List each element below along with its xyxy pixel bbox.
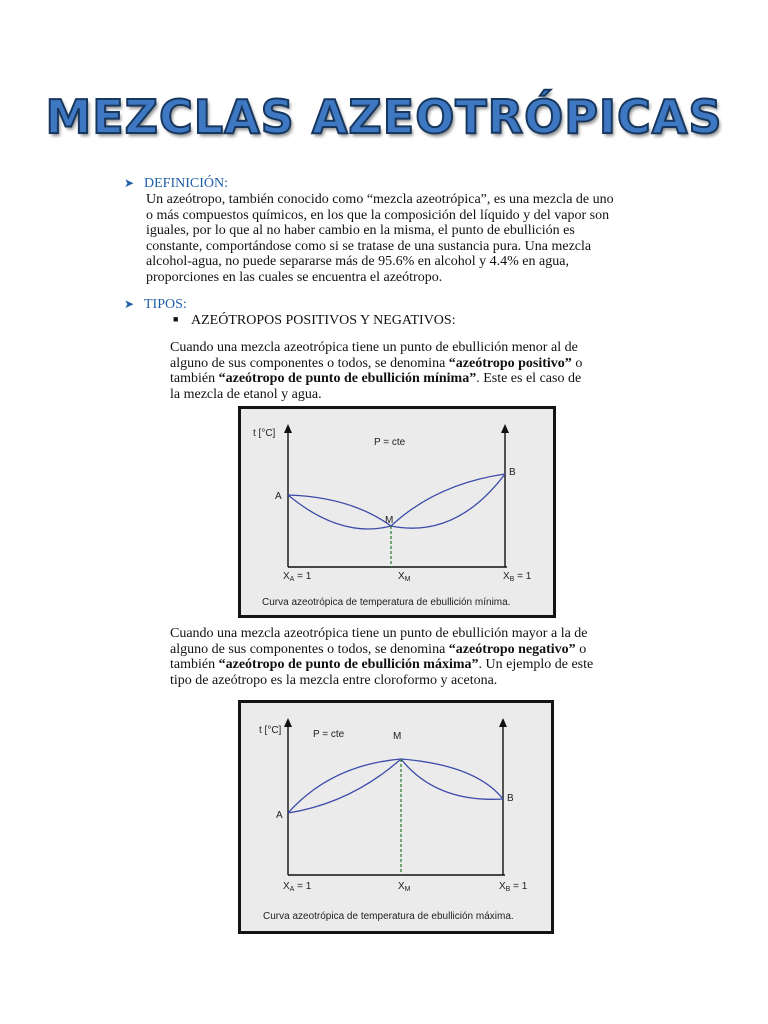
definicion-paragraph [146, 192, 666, 286]
curve-liquid-right [401, 759, 503, 799]
tipos-subheading-label: AZEÓTROPOS POSITIVOS Y NEGATIVOS: [191, 313, 456, 328]
negativo-line: Cuando una mezcla azeotrópica tiene un punto de ebullición mayor a la de [170, 626, 588, 641]
curve-vapor-right [401, 759, 503, 799]
x-label-right: $X_B = 1$ [503, 571, 532, 583]
definicion-line: proporciones en las cuales se encuentra el azeótropo. [146, 269, 443, 285]
chevron-right-icon: ➤ [124, 176, 135, 190]
x-label-left: $X_A = 1$ [283, 881, 312, 893]
negativo-line: tipo de azeótropo es la mezcla entre cloroformo y acetona. [170, 672, 498, 688]
positivo-line: Cuando una mezcla azeotrópica tiene un punto de ebullición menor al de [170, 340, 578, 355]
curve-vapor-left [288, 495, 394, 526]
definicion-line: alcohol-agua, no puede separarse más de 95.6% en alcohol y 4.4% en agua, [146, 254, 569, 270]
x-label-mid: $X_M$ [398, 571, 411, 583]
figure-maximum-azeotrope [238, 700, 554, 934]
left-axis-arrow-icon [284, 424, 292, 433]
right-axis-arrow-icon [499, 718, 507, 727]
tipos-subheading [173, 313, 456, 329]
figure-caption: Curva azeotrópica de temperatura de ebullición máxima. [263, 911, 514, 922]
chevron-right-icon: ➤ [124, 297, 135, 311]
negativo-line: también “azeótropo de punto de ebullición máxima”. Un ejemplo de este [170, 657, 594, 673]
maximum-azeotrope-diagram [241, 703, 551, 931]
pressure-label: P = cte [313, 729, 345, 740]
curve-liquid-left [288, 759, 401, 813]
y-axis-label: t [°C] [253, 428, 276, 439]
figure-caption: Curva azeotrópica de temperatura de ebullición mínima. [262, 597, 511, 608]
definicion-heading-label: DEFINICIÓN: [144, 176, 228, 191]
tipos-heading [124, 297, 187, 313]
point-a-label: A [275, 491, 282, 502]
square-bullet-icon: ■ [173, 314, 179, 324]
x-label-mid: $X_M$ [398, 881, 411, 893]
point-m-label: M [385, 515, 394, 526]
y-axis-label: t [°C] [259, 725, 282, 736]
page-title: MEZCLAS AZEOTRÓPICAS [45, 90, 723, 144]
curve-liquid-right [391, 474, 505, 528]
curve-vapor-left [288, 759, 401, 813]
pressure-label: P = cte [374, 437, 406, 448]
positivo-line: también “azeótropo de punto de ebullición mínima”. Este es el caso de [170, 371, 582, 387]
negativo-line: alguno de sus componentes o todos, se denomina “azeótropo negativo” o [170, 641, 587, 657]
definicion-line: o más compuestos químicos, en los que la composición del líquido y del vapor son [146, 207, 610, 223]
positivo-line: alguno de sus componentes o todos, se denomina “azeótropo positivo” o [170, 355, 583, 371]
left-axis-arrow-icon [284, 718, 292, 727]
positivo-line: la mezcla de etanol y agua. [170, 386, 322, 402]
figure-minimum-azeotrope [238, 406, 556, 618]
curve-vapor-right [391, 474, 505, 526]
right-axis-arrow-icon [501, 424, 509, 433]
point-m-label: M [393, 731, 402, 742]
point-b-label: B [507, 793, 514, 804]
definicion-heading [124, 176, 228, 192]
tipos-heading-label: TIPOS: [144, 297, 187, 312]
definicion-line: Un azeótropo, también conocido como “mezcla azeotrópica”, es una mezcla de uno [146, 192, 614, 207]
negativo-paragraph [170, 626, 666, 688]
point-a-label: A [276, 810, 283, 821]
definicion-line: iguales, por lo que al no haber cambio en la misma, el punto de ebullición es [146, 223, 575, 239]
definicion-line: constante, comportándose como si se tratase de una sustancia pura. Una mezcla [146, 238, 592, 254]
positivo-paragraph [170, 340, 666, 402]
curve-liquid-left [288, 495, 394, 529]
point-b-label: B [509, 467, 516, 478]
minimum-azeotrope-diagram [241, 409, 553, 615]
x-label-right: $X_B = 1$ [499, 881, 528, 893]
x-label-left: $X_A = 1$ [283, 571, 312, 583]
